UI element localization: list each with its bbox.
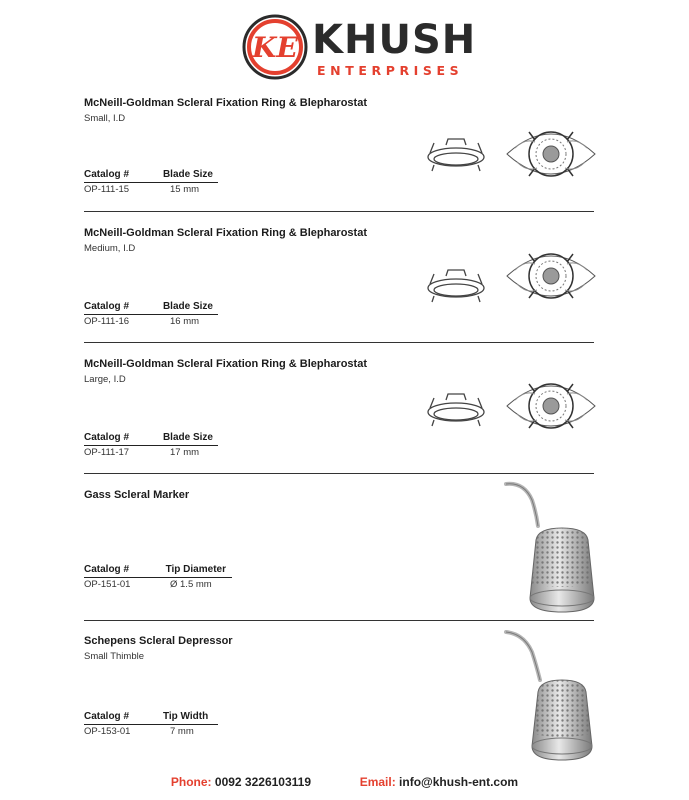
spec-label: Blade Size xyxy=(162,169,213,180)
contact-footer xyxy=(0,774,689,790)
catalog-number: OP-111-16 xyxy=(84,316,130,327)
spec-table xyxy=(84,563,240,591)
phone-number[interactable]: 0092 3226103119 xyxy=(214,775,311,789)
catalog-number: OP-153-01 xyxy=(84,726,131,737)
product-title: McNeill-Goldman Scleral Fixation Ring & Blepharostat xyxy=(84,358,367,370)
fixation-ring-icon xyxy=(424,135,488,175)
spec-label: Tip Diameter xyxy=(165,564,226,575)
scleral-depressor-thimble-icon xyxy=(500,628,598,764)
spec-header-row xyxy=(84,563,232,578)
section-divider xyxy=(84,473,594,474)
spec-value-row xyxy=(84,725,230,738)
scleral-marker-thimble-icon xyxy=(500,480,598,616)
spec-value: 7 mm xyxy=(170,726,194,737)
eye-illustration-icon xyxy=(505,370,597,442)
brand-name: KHUSH xyxy=(312,17,477,63)
email-link[interactable]: info@khush-ent.com xyxy=(399,775,519,789)
product-subtitle: Small, I.D xyxy=(84,113,126,124)
spec-header-row xyxy=(84,431,218,446)
eye-illustration-icon xyxy=(505,118,597,190)
catalog-label: Catalog # xyxy=(84,564,130,575)
spec-table xyxy=(84,431,230,459)
spec-label: Blade Size xyxy=(162,432,213,443)
fixation-ring-icon xyxy=(424,390,488,430)
fixation-ring-icon xyxy=(424,266,488,306)
catalog-label: Catalog # xyxy=(84,301,130,312)
spec-header-row xyxy=(84,300,218,315)
spec-value: 15 mm xyxy=(170,184,200,195)
product-subtitle: Large, I.D xyxy=(84,374,126,385)
catalog-number: OP-151-01 xyxy=(84,579,131,590)
spec-value-row xyxy=(84,578,240,591)
catalog-label: Catalog # xyxy=(84,711,130,722)
product-title: Schepens Scleral Depressor xyxy=(84,635,233,647)
catalog-label: Catalog # xyxy=(84,169,130,180)
product-subtitle: Medium, I.D xyxy=(84,243,136,254)
logo-badge-text: KE xyxy=(252,31,298,64)
section-divider xyxy=(84,211,594,212)
catalog-number: OP-111-15 xyxy=(84,184,130,195)
catalog-number: OP-111-17 xyxy=(84,447,130,458)
spec-value: 17 mm xyxy=(170,447,200,458)
eye-illustration-icon xyxy=(505,240,597,312)
brand-tagline: ENTERPRISES xyxy=(317,63,464,78)
phone-label: Phone: xyxy=(170,775,215,789)
brand-logo xyxy=(242,14,477,82)
spec-header-row xyxy=(84,710,218,725)
spec-value-row xyxy=(84,315,230,328)
spec-label: Blade Size xyxy=(162,301,213,312)
section-divider xyxy=(84,342,594,343)
spec-label: Tip Width xyxy=(162,711,209,722)
email-label: Email: xyxy=(359,775,400,789)
spec-value-row xyxy=(84,446,230,459)
catalog-label: Catalog # xyxy=(84,432,130,443)
spec-table xyxy=(84,168,230,196)
spec-header-row xyxy=(84,168,218,183)
spec-table xyxy=(84,300,230,328)
spec-value: 16 mm xyxy=(170,316,200,327)
product-subtitle: Small Thimble xyxy=(84,651,145,662)
spec-value: Ø 1.5 mm xyxy=(170,579,212,590)
product-title: McNeill-Goldman Scleral Fixation Ring & Blepharostat xyxy=(84,227,367,239)
spec-value-row xyxy=(84,183,230,196)
section-divider xyxy=(84,620,594,621)
spec-table xyxy=(84,710,230,738)
product-title: Gass Scleral Marker xyxy=(84,489,190,501)
ke-logo-badge-icon xyxy=(242,14,308,80)
product-title: McNeill-Goldman Scleral Fixation Ring & Blepharostat xyxy=(84,97,367,109)
